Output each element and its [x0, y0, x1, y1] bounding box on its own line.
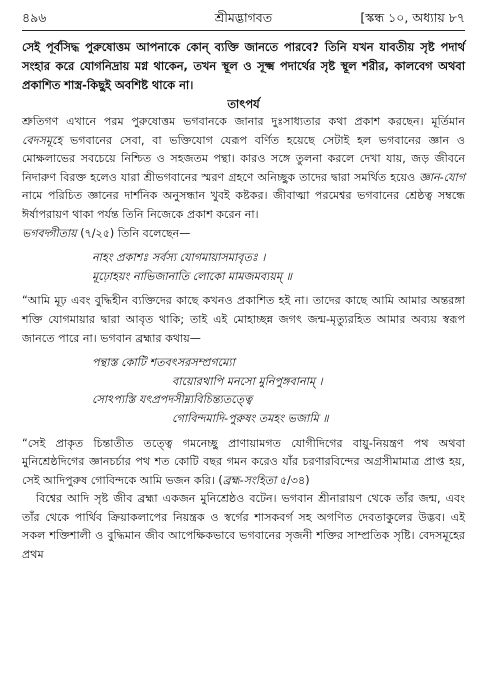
closing-paragraph: বিশ্বের আদি সৃষ্ট জীব ব্রহ্মা একজন মুনিশ্রেষ্ঠও বটেন। ভগবান শ্রীনারায়ণ থেকে তাঁর জন্ম, এবং তাঁর থেকে পার্থিব ক্রিয়াকলাপের নিয়ন্ত্রক ও স্বর্গের শাসকবর্গ সহ অগণিত দেবতাকুলের উদ্ভব। এই সকল শক্তিশালী ও বুদ্ধিমান জীব আপেক্ষিকভাবে ভগবানের সৃজনী শক্তির সাম্প্রতিক সৃষ্টি। বেদসমূহের প্রথম	[22, 492, 465, 562]
gita-verse-line: নাহং প্রকাশঃ সর্বস্য যোগমায়াসমাবৃতঃ ।	[92, 251, 266, 265]
brahma-samhita-verse-line: সোঽপ্যস্তি যৎপ্রপদসীম্ন্যবিচিন্ত্যতত্ত্বে	[92, 393, 253, 407]
gita-reference: ভগবদ্গীতায় (৭/২৫) তিনি বলেছেন—	[22, 226, 191, 240]
header-divider	[22, 30, 465, 31]
brahma-samhita-verse-line: পন্থাস্ত কোটি শতবৎসরসম্প্রগম্যো	[92, 356, 235, 370]
gita-verse-line: মূঢ়োহয়ং নাভিজানাতি লোকো মামজমব্যয়ম্ ॥	[92, 269, 292, 283]
page-number: ৪৯৬	[22, 10, 47, 25]
brahma-samhita-verse-line: গোবিন্দমাদি-পুরুষং তমহং ভজামি ॥	[172, 411, 329, 425]
brahma-samhita-translation: “সেই প্রাকৃত চিন্তাতীত তত্ত্বে গমনেচ্ছু প্রাণায়ামগত যোগীদিগের বায়ু-নিয়ন্ত্রণ পথ অথবা মুনিশ্রেষ্ঠদিগের জ্ঞানচর্চার পথ শত কোটি বছর গমন করেও যাঁর চরণারবিন্দের অগ্রসীমামাত্র প্রাপ্ত হয়, সেই আদিপুরুষ গোবিন্দকে আমি ভজন করি। (ব্রহ্ম-সংহিতা ৫/৩৪)	[22, 436, 465, 487]
purport-paragraph: শ্রুতিগণ এখানে পরম পুরুষোত্তম ভগবানকে জানার দুঃসাধ্যতার কথা প্রকাশ করছেন। মূর্তিমান বেদসমূহে ভগবানের সেবা, বা ভক্তিযোগ যেরূপ বর্ণিত হয়েছে সেটাই হল ভগবানের জ্ঞান ও মোক্ষলাভের সবচেয়ে নিশ্চিত ও সহজতম পন্থা। কারও সঙ্গে তুলনা করলে দেখা যায়, জড় জীবনে নিদারুণ বিরক্ত হলেও যারা শ্রীভগবানের স্মরণ গ্রহণে অনিচ্ছুক তাদের দ্বারা সমর্থিত হয়েও জ্ঞান-যোগ নামে পরিচিত জ্ঞানের দার্শনিক অনুসন্ধান খুবই কষ্টকর। জীবাত্মা পরমেশ্বর ভগবানের শ্রেষ্ঠত্ব সম্বন্ধে ঈর্ষাপরায়ণ থাকা পর্যন্ত তিনি নিজেকে প্রকাশ করেন না।	[22, 115, 466, 221]
page-header	[22, 10, 465, 28]
book-title: শ্রীমদ্ভাগবত	[214, 10, 273, 25]
chapter-location: [স্কন্ধ ১০, অধ্যায় ৮৭	[360, 10, 465, 25]
verse-translation: সেই পূর্বসিদ্ধ পুরুষোত্তম আপনাকে কোন্ ব্যক্তি জানতে পারবে? তিনি যখন যাবতীয় সৃষ্ট পদার্থ সংহার করে যোগনিদ্রায় মগ্ন থাকেন, তখন স্থূল ও সূক্ষ্ম পদার্থের সৃষ্ট স্থূল শরীর, কালবেগ অথবা প্রকাশিত শাস্ত্র-কিছুই অবশিষ্ট থাকে না।	[22, 40, 465, 92]
brahma-samhita-verse-line: বায়োরথাপি মনসো মুনিপুঙ্গবানাম্ ।	[172, 374, 323, 388]
page-body	[22, 38, 465, 565]
purport-heading: তাৎপর্য	[227, 97, 260, 111]
gita-verse-translation: “আমি মূঢ় এবং বুদ্ধিহীন ব্যক্তিদের কাছে কখনও প্রকাশিত হই না। তাদের কাছে আমি আমার অন্তরঙ্গা শক্তি যোগমায়ার দ্বারা আবৃত থাকি; তাই এই মোহাচ্ছন্ন জগৎ জন্ম-মৃত্যুরহিত আমার অব্যয় স্বরূপ জানতে পারে না। ভগবান ব্রহ্মার কথায়—	[22, 294, 465, 345]
